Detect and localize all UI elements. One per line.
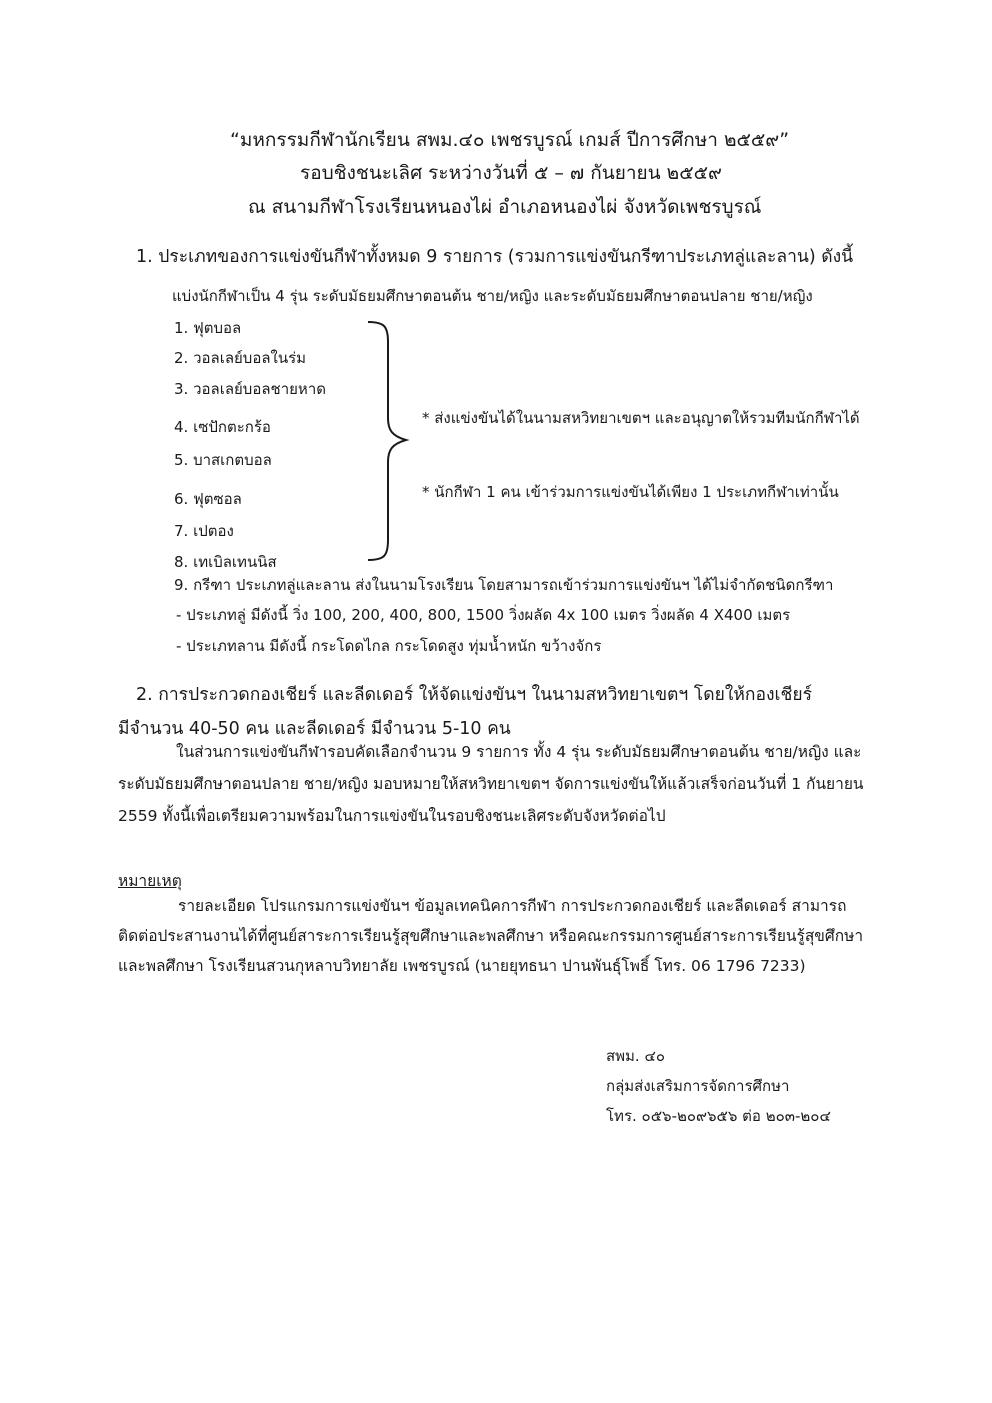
section2-heading-line-1: 2. การประกวดกองเชียร์ และลีดเดอร์ ให้จัดแข่งขันฯ ในนามสหวิทยาเขตฯ โดยให้กองเชียร์ [136, 685, 813, 705]
header-line-1: “มหกรรมกีฬานักเรียน สพม.๔๐ เพชรบูรณ์ เกมส์ ปีการศึกษา ๒๕๕๙” [230, 129, 790, 151]
remark-line-3: และพลศึกษา โรงเรียนสวนกุหลาบวิทยาลัย เพชรบูรณ์ (นายยุทธนา ปานพันธุ์โพธิ์ โทร. 06 1796 7233) [118, 957, 806, 975]
signature-dept: กลุ่มส่งเสริมการจัดการศึกษา [606, 1077, 790, 1095]
signature-org: สพม. ๔๐ [606, 1047, 665, 1065]
list-item: 2. วอลเลย์บอลในร่ม [174, 349, 307, 367]
section1-item-9: 9. กรีฑา ประเภทลู่และลาน ส่งในนามโรงเรียน โดยสามารถเข้าร่วมการแข่งขันฯ ได้ไม่จำกัดชนิดกรีฑา [174, 576, 834, 594]
list-item: 3. วอลเลย์บอลชายหาด [174, 380, 326, 398]
header-line-3: ณ สนามกีฬาโรงเรียนหนองไผ่ อำเภอหนองไผ่ จังหวัดเพชรบูรณ์ [248, 196, 762, 218]
section1-field: - ประเภทลาน มีดังนี้ กระโดดไกล กระโดดสูง ทุ่มน้ำหนัก ขว้างจักร [176, 637, 602, 655]
section1-track: - ประเภทลู่ มีดังนี้ วิ่ง 100, 200, 400, 800, 1500 วิ่งผลัด 4x 100 เมตร วิ่งผลัด 4 X400 เมตร [176, 606, 791, 624]
list-item: 7. เปตอง [174, 522, 234, 540]
list-item: 4. เซปักตะกร้อ [174, 418, 271, 436]
remark-label: หมายเหตุ [118, 872, 182, 890]
curly-brace-icon [362, 318, 422, 564]
section1-intro: แบ่งนักกีฬาเป็น 4 รุ่น ระดับมัธยมศึกษาตอนต้น ชาย/หญิง และระดับมัธยมศึกษาตอนปลาย ชาย/หญิง [172, 287, 813, 305]
section2-para-line-1: ในส่วนการแข่งขันกีฬารอบคัดเลือกจำนวน 9 รายการ ทั้ง 4 รุ่น ระดับมัธยมศึกษาตอนต้น ชาย/หญิง และ [176, 743, 862, 761]
list-item: 5. บาสเกตบอล [174, 451, 272, 469]
section2-para-line-2: ระดับมัธยมศึกษาตอนปลาย ชาย/หญิง มอบหมายให้สหวิทยาเขตฯ จัดการแข่งขันให้แล้วเสร็จก่อนวันที่ 1 กันยายน [118, 775, 864, 793]
remark-line-1: รายละเอียด โปรแกรมการแข่งขันฯ ข้อมูลเทคนิคการกีฬา การประกวดกองเชียร์ และลีดเดอร์ สามารถ [178, 897, 847, 915]
header-line-2: รอบชิงชนะเลิศ ระหว่างวันที่ ๕ – ๗ กันยายน ๒๕๕๙ [300, 162, 722, 184]
list-item: 8. เทเบิลเทนนิส [174, 553, 277, 571]
remark-line-2: ติดต่อประสานงานได้ที่ศูนย์สาระการเรียนรู้สุขศึกษาและพลศึกษา หรือคณะกรรมการศูนย์สาระการเรียนรู้สุขศึกษา [118, 927, 864, 945]
section1-heading: 1. ประเภทของการแข่งขันกีฬาทั้งหมด 9 รายการ (รวมการแข่งขันกรีฑาประเภทลู่และลาน) ดังนี้ [136, 247, 854, 267]
signature-tel: โทร. ๐๕๖-๒๐๙๖๕๖ ต่อ ๒๐๓-๒๐๔ [606, 1107, 831, 1125]
list-item: 6. ฟุตซอล [174, 490, 242, 508]
section2-heading-line-2: มีจำนวน 40-50 คน และลีดเดอร์ มีจำนวน 5-10 คน [118, 719, 511, 739]
section1-note-1: * ส่งแข่งขันได้ในนามสหวิทยาเขตฯ และอนุญาตให้รวมทีมนักกีฬาได้ [422, 409, 860, 427]
section2-para-line-3: 2559 ทั้งนี้เพื่อเตรียมความพร้อมในการแข่งขันในรอบชิงชนะเลิศระดับจังหวัดต่อไป [118, 807, 666, 825]
list-item: 1. ฟุตบอล [174, 319, 242, 337]
section1-note-2: * นักกีฬา 1 คน เข้าร่วมการแข่งขันได้เพียง 1 ประเภทกีฬาเท่านั้น [422, 483, 839, 501]
